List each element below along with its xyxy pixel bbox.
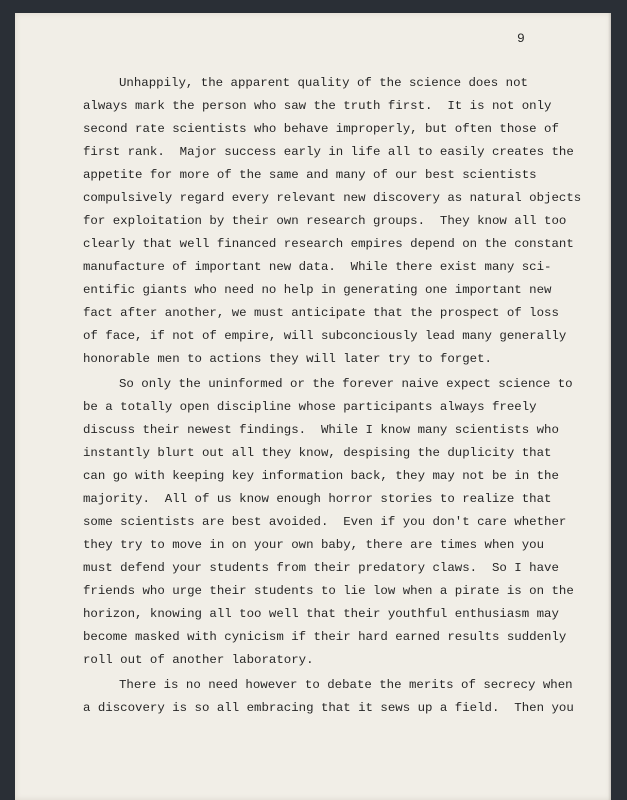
text-line: become masked with cynicism if their hard earned results suddenly — [83, 630, 567, 644]
page-edge-shadow — [608, 13, 611, 800]
text-line: honorable men to actions they will later try to forget. — [83, 352, 492, 366]
text-line: There is no need however to debate the merits of secrecy when — [119, 678, 573, 692]
text-line: friends who urge their students to lie low when a pirate is on the — [83, 584, 574, 598]
text-line: of face, if not of empire, will subconciously lead many generally — [83, 329, 567, 343]
text-line: majority. All of us know enough horror stories to realize that — [83, 492, 552, 506]
text-line: some scientists are best avoided. Even if you don't care whether — [83, 515, 567, 529]
text-line: fact after another, we must anticipate that the prospect of loss — [83, 306, 559, 320]
text-line: roll out of another laboratory. — [83, 653, 314, 667]
text-line: Unhappily, the apparent quality of the science does not — [119, 76, 528, 90]
text-line: So only the uninformed or the forever naive expect science to — [119, 377, 573, 391]
text-line: can go with keeping key information back, they may not be in the — [83, 469, 559, 483]
text-line: appetite for more of the same and many of our best scientists — [83, 168, 537, 182]
text-line: entific giants who need no help in generating one important new — [83, 283, 552, 297]
document-page — [15, 13, 611, 800]
text-line: horizon, knowing all too well that their youthful enthusiasm may — [83, 607, 559, 621]
text-line: must defend your students from their predatory claws. So I have — [83, 561, 559, 575]
text-line: manufacture of important new data. While there exist many sci- — [83, 260, 552, 274]
text-line: be a totally open discipline whose participants always freely — [83, 400, 537, 414]
page-number: 9 — [517, 31, 525, 46]
text-line: compulsively regard every relevant new discovery as natural objects — [83, 191, 582, 205]
text-line: second rate scientists who behave improperly, but often those of — [83, 122, 559, 136]
text-line: discuss their newest findings. While I know many scientists who — [83, 423, 559, 437]
text-line: clearly that well financed research empires depend on the constant — [83, 237, 574, 251]
text-line: for exploitation by their own research groups. They know all too — [83, 214, 567, 228]
text-line: first rank. Major success early in life all to easily creates the — [83, 145, 574, 159]
text-line: instantly blurt out all they know, despising the duplicity that — [83, 446, 552, 460]
text-line: always mark the person who saw the truth first. It is not only — [83, 99, 552, 113]
text-line: they try to move in on your own baby, there are times when you — [83, 538, 545, 552]
text-line: a discovery is so all embracing that it sews up a field. Then you — [83, 701, 574, 715]
